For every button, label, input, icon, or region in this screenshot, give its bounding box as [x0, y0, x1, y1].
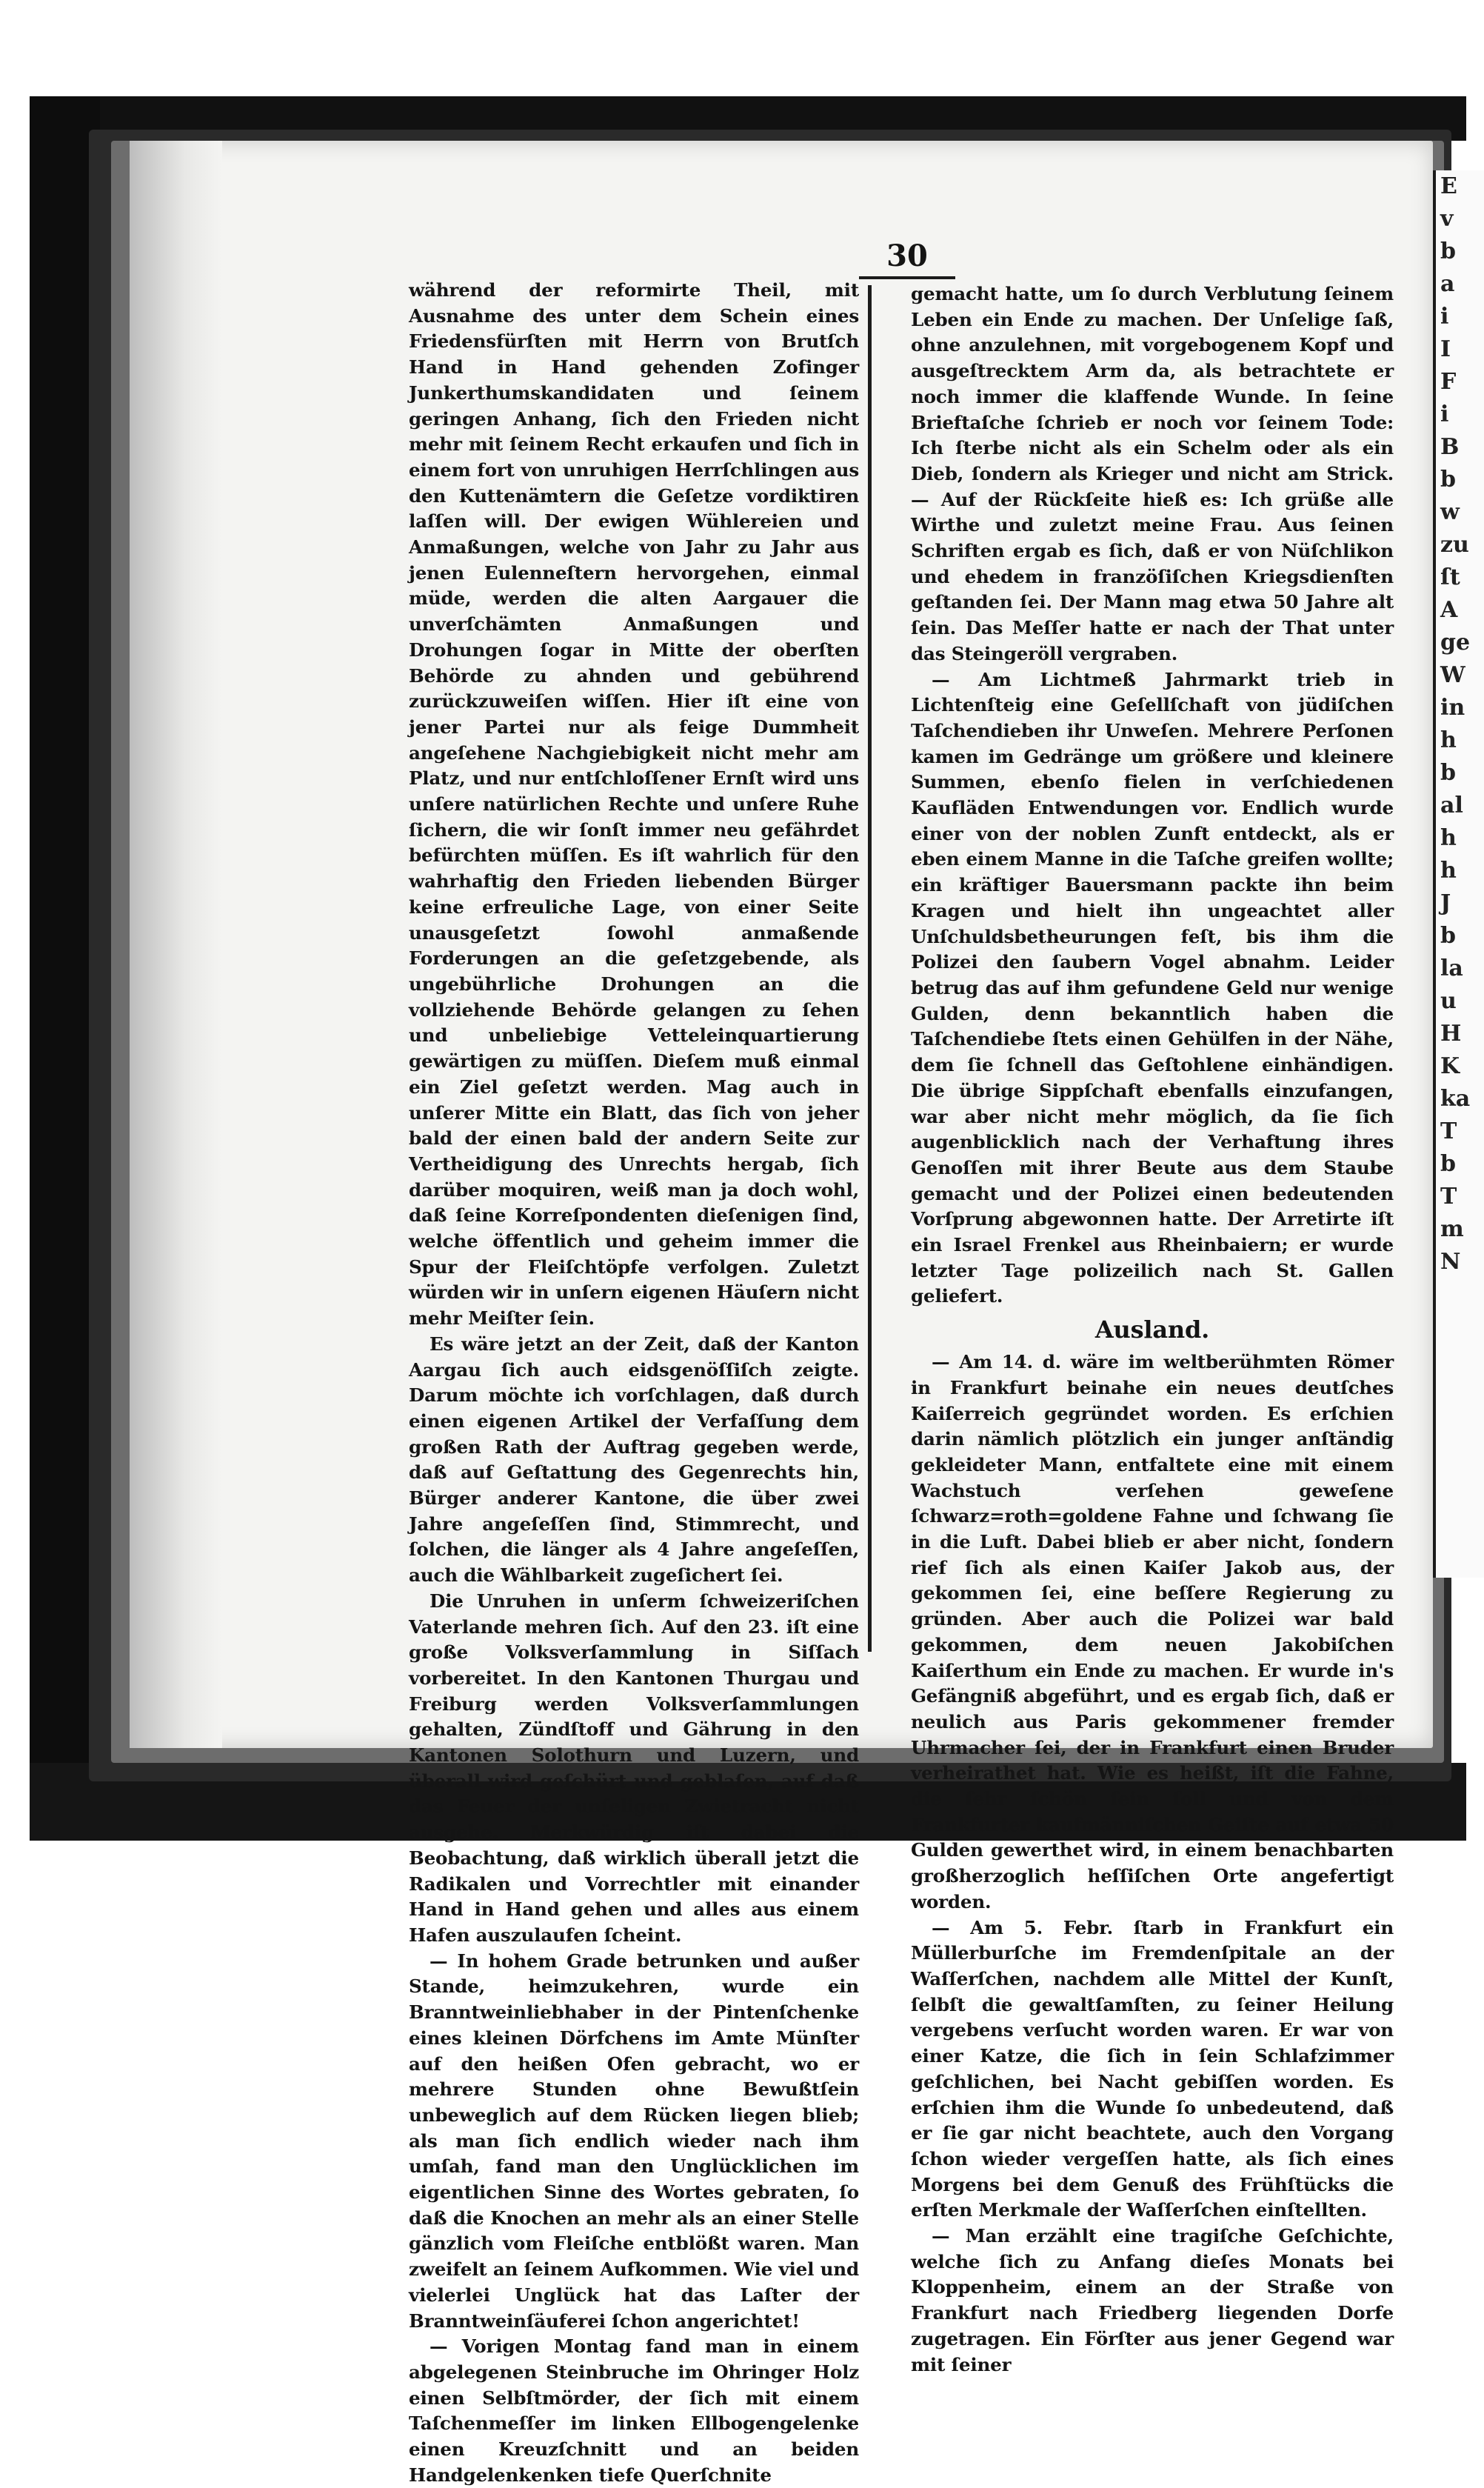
- facing-page-letter: T: [1440, 1184, 1457, 1210]
- page-number: 30: [859, 239, 955, 279]
- facing-page-letter: N: [1440, 1249, 1461, 1275]
- facing-page-letter: W: [1440, 662, 1465, 688]
- facing-page-letter: b: [1440, 467, 1456, 493]
- facing-page-letter: m: [1440, 1216, 1464, 1242]
- facing-page-letter: in: [1440, 695, 1465, 721]
- facing-page-letter: i: [1440, 401, 1449, 427]
- article-paragraph: — Am 5. Febr. ſtarb in Frankfurt ein Müllerburſche im Fremdenſpitale an der Waſſerſchen, nachdem alle Mittel der Kunſt, ſelbſt die gewaltſamſten, zu ſeiner Heilung vergebens verſucht worden waren. Er war von einer Katze, die ſich in ſein Schlafzimmer geſchlichen, bei Nacht gebiſſen worden. Es erſchien ihm die Wunde ſo unbedeutend, daß er ſie gar nicht beachtete, auch den Vorgang ſchon wieder vergeſſen hatte, als ſich eines Morgens bei dem Genuß des Frühſtücks die erſten Merkmale der Waſſerſchen einſtellten.: [911, 1916, 1394, 2221]
- article-paragraph: — In hohem Grade betrunken und außer Stande, heimzukehren, wurde ein Branntweinliebhaber in der Pintenſchenke eines kleinen Dörfchens im Amte Münſter auf den heißen Ofen gebracht, wo er mehrere Stunden ohne Bewußtſein unbeweglich auf dem Rücken liegen blieb; als man ſich endlich wieder nach ihm umſah, fand man den Unglücklichen im eigentlichen Sinne des Wortes gebraten, ſo daß die Knochen an mehr als an einer Stelle gänzlich vom Fleiſche entblößt waren. Man zweifelt an ſeinem Aufkommen. Wie viel und vielerlei Unglück hat das Laſter der Branntweinſäuferei ſchon angerichtet!: [409, 1950, 859, 2332]
- article-paragraph: — Am 14. d. wäre im weltberühmten Römer in Frankfurt beinahe ein neues deutſches Kaiſerreich gegründet worden. Es erſchien darin nämlich plötzlich ein junger anſtändig gekleideter Mann, entfaltete eine mit einem Wachstuch verſehen geweſene ſchwarz=roth=goldene Fahne und ſchwang ſie in die Luft. Dabei blieb er aber nicht, ſondern rief ſich als einen Kaiſer Jakob aus, der gekommen ſei, eine beſſere Regierung zu gründen. Aber auch die Polizei war bald gekommen, dem neuen Jakobiſchen Kaiſerthum ein Ende zu machen. Er wurde in's Gefängniß abgeführt, und es ergab ſich, daß er neulich aus Paris gekommener fremder Uhrmacher ſei, der in Frankfurt einen Bruder verheirathet hat. Wie es heißt, iſt die Fahne, die ſehr ſchön ſein ſoll und von dem Frankfurter kaufmänniſchen Geiſte auf etwa 50 Gulden gewerthet wird, in einem benachbarten großherzoglich heſſiſchen Orte angefertigt worden.: [911, 1351, 1394, 1912]
- facing-page-letter: E: [1440, 173, 1457, 199]
- right-column: [911, 281, 1394, 2378]
- article-paragraph: — Am Lichtmeß Jahrmarkt trieb in Lichtenſteig eine Geſellſchaft von jüdiſchen Taſchendieben ihr Unweſen. Mehrere Perſonen kamen im Gedränge um größere und kleinere Summen, ebenſo fielen in verſchiedenen Kaufläden Entwendungen vor. Endlich wurde einer von der noblen Zunft entdeckt, als er eben einem Manne in die Taſche greifen wollte; ein kräftiger Bauersmann packte ihn beim Kragen und hielt ihn ungeachtet aller Unſchuldsbetheurungen feſt, bis ihm die Polizei den ſaubern Vogel abnahm. Leider betrug das auf ihm gefundene Geld nur wenige Gulden, denn bekanntlich haben die Taſchendiebe ſtets einen Gehülfen in der Nähe, dem ſie ſchnell das Geſtohlene einhändigen. Die übrige Sippſchaft ebenfalls einzufangen, war aber nicht mehr möglich, da ſie ſich augenblicklich nach der Verhaftung ihres Genoſſen mit ihrer Beute aus dem Staube gemacht und der Polizei einen bedeutenden Vorſprung abgewonnen hatte. Der Arretirte iſt ein Israel Frenkel aus Rheinbaiern; er wurde letzter Tage polizeilich nach St. Gallen geliefert.: [911, 668, 1394, 1307]
- facing-page-letter: w: [1440, 499, 1460, 525]
- article-paragraph: gemacht hatte, um ſo durch Verblutung ſeinem Leben ein Ende zu machen. Der Unſelige ſaß, ohne anzulehnen, mit vorgebogenem Kopf und ausgeſtrecktem Arm da, als betrachtete er noch immer die klaffende Wunde. In ſeine Brieftaſche ſchrieb er noch vor ſeinem Tode: Ich ſterbe nicht als ein Schelm oder als ein Dieb, ſondern als Krieger und nicht am Strick. — Auf der Rückſeite hieß es: Ich grüße alle Wirthe und zuletzt meine Frau. Aus ſeinen Schriften ergab es ſich, daß er von Nüſchlikon und ehedem in franzöſiſchen Kriegsdienſten geſtanden ſei. Der Mann mag etwa 50 Jahre alt ſein. Das Meſſer hatte er nach der That unter das Steingeröll vergraben.: [911, 283, 1394, 664]
- facing-page-letter: u: [1440, 988, 1457, 1014]
- left-column: [409, 278, 859, 2488]
- facing-page-letter: h: [1440, 825, 1457, 851]
- facing-page-letter: h: [1440, 858, 1457, 884]
- facing-page-letter: T: [1440, 1118, 1457, 1144]
- article-paragraph: — Vorigen Montag fand man in einem abgelegenen Steinbruche im Ohringer Holz einen Selbſtmörder, der ſich mit einem Taſchenmeſſer im linken Ellbogengelenke einen Kreuzſchnitt und an beiden Handgelenkenken tiefe Querſchnite: [409, 2335, 859, 2486]
- facing-page-fragment: [1433, 170, 1484, 1578]
- facing-page-letter: zu: [1440, 532, 1469, 558]
- facing-page-letter: la: [1440, 955, 1463, 981]
- facing-page-letter: ka: [1440, 1086, 1471, 1112]
- facing-page-letter: b: [1440, 760, 1456, 786]
- facing-page-letter: J: [1440, 890, 1451, 916]
- facing-page-letter: h: [1440, 727, 1457, 753]
- facing-page-letter: v: [1440, 206, 1454, 232]
- facing-page-letter: b: [1440, 923, 1456, 949]
- article-paragraph: — Man erzählt eine tragiſche Geſchichte, welche ſich zu Anfang dieſes Monats bei Kloppenheim, einem an der Straße von Frankfurt nach Friedberg liegenden Dorfe zugetragen. Ein Förſter aus jener Gegend war mit ſeiner: [911, 2225, 1394, 2375]
- column-divider: [868, 285, 872, 1652]
- page-gutter-shadow: [130, 141, 222, 1748]
- facing-page-letter: b: [1440, 1151, 1456, 1177]
- article-paragraph: während der reformirte Theil, mit Ausnahme des unter dem Schein eines Friedensfürſten mit Herrn von Brutſch Hand in Hand gehenden Zofinger Junkerthumskandidaten und ſeinem geringen Anhang, ſich den Frieden nicht mehr mit ſeinem Recht erkaufen und ſich in einem fort von unruhigen Herrſchlingen aus den Kuttenämtern die Geſetze vordiktiren laſſen will. Der ewigen Wühlereien und Anmaßungen, welche von Jahr zu Jahr aus jenen Eulenneſtern hervorgehen, einmal müde, werden die alten Aargauer die unverſchämten Anmaßungen und Drohungen ſogar in Mitte der oberſten Behörde zu ahnden und gebührend zurückzuweiſen wiſſen. Hier iſt eine von jener Partei nur als feige Dummheit angeſehene Nachgiebigkeit nicht mehr am Platz, und nur entſchloſſener Ernſt wird uns unſere natürlichen Rechte und unſere Ruhe ſichern, die wir ſonſt immer neu gefährdet befürchten müſſen. Es iſt wahrlich für den wahrhaftig den Frieden liebenden Bürger keine erfreuliche Lage, von einer Seite unausgeſetzt ſowohl anmaßende Forderungen an die geſetzgebende, als ungebührliche Drohungen an die vollziehende Behörde gelangen zu ſehen und unbeliebige Vetteleinquartierung gewärtigen zu müſſen. Dieſem muß einmal ein Ziel geſetzt werden. Mag auch in unſerer Mitte ein Blatt, das ſich von jeher bald der einen bald der andern Seite zur Vertheidigung des Unrechts hergab, ſich darüber moquiren, weiß man ja doch wohl, daß ſeine Korreſpondenten dieſenigen ſind, welche öffentlich und geheim immer die Spur der Fleiſchtöpfe verfolgen. Zuletzt würden wir in unſern eigenen Häuſern nicht mehr Meiſter ſein.: [409, 279, 859, 1330]
- section-heading-ausland: Ausland.: [1094, 1315, 1210, 1344]
- facing-page-letter: B: [1440, 434, 1460, 460]
- facing-page-letter: ſt: [1440, 564, 1460, 590]
- facing-page-letter: F: [1440, 369, 1457, 395]
- facing-page-letter: K: [1440, 1053, 1460, 1079]
- facing-page-letter: i: [1440, 304, 1449, 330]
- facing-page-letter: a: [1440, 271, 1455, 297]
- article-paragraph: Es wäre jetzt an der Zeit, daß der Kanton Aargau ſich auch eidsgenöſſiſch zeigte. Darum möchte ich vorſchlagen, daß durch einen eigenen Artikel der Verfaſſung dem großen Rath der Auftrag gegeben werde, daß auf Geſtattung des Gegenrechts hin, Bürger anderer Kantone, die über zwei Jahre angeſeſſen ſind, Stimmrecht, und ſolchen, die länger als 4 Jahre angeſeſſen, auch die Wählbarkeit zugeſichert ſei.: [409, 1333, 859, 1587]
- facing-page-letter: A: [1440, 597, 1458, 623]
- facing-page-letter: H: [1440, 1021, 1462, 1047]
- facing-page-letter: ge: [1440, 630, 1471, 656]
- facing-page-letter: I: [1440, 336, 1451, 362]
- facing-page-letter: b: [1440, 239, 1456, 264]
- article-paragraph: Die Unruhen in unſerm ſchweizeriſchen Vaterlande mehren ſich. Auf den 23. iſt eine große Volksverſammlung in Siſſach vorbereitet. In den Kantonen Thurgau und Freiburg werden Volksverſammlungen gehalten, Zündſtoff und Gährung in den Kantonen Solothurn und Luzern, und überall wird geſchürt und geblaſen, auf daß das Feuer der unſeligen Zwietracht nicht ausgehe. Merkwürdig iſt dabei die Beobachtung, daß wirklich überall jetzt die Radikalen und Vorrechtler mit einander Hand in Hand gehen und alles aus einem Hafen auszulaufen ſcheint.: [409, 1590, 859, 1946]
- facing-page-letter: al: [1440, 793, 1463, 818]
